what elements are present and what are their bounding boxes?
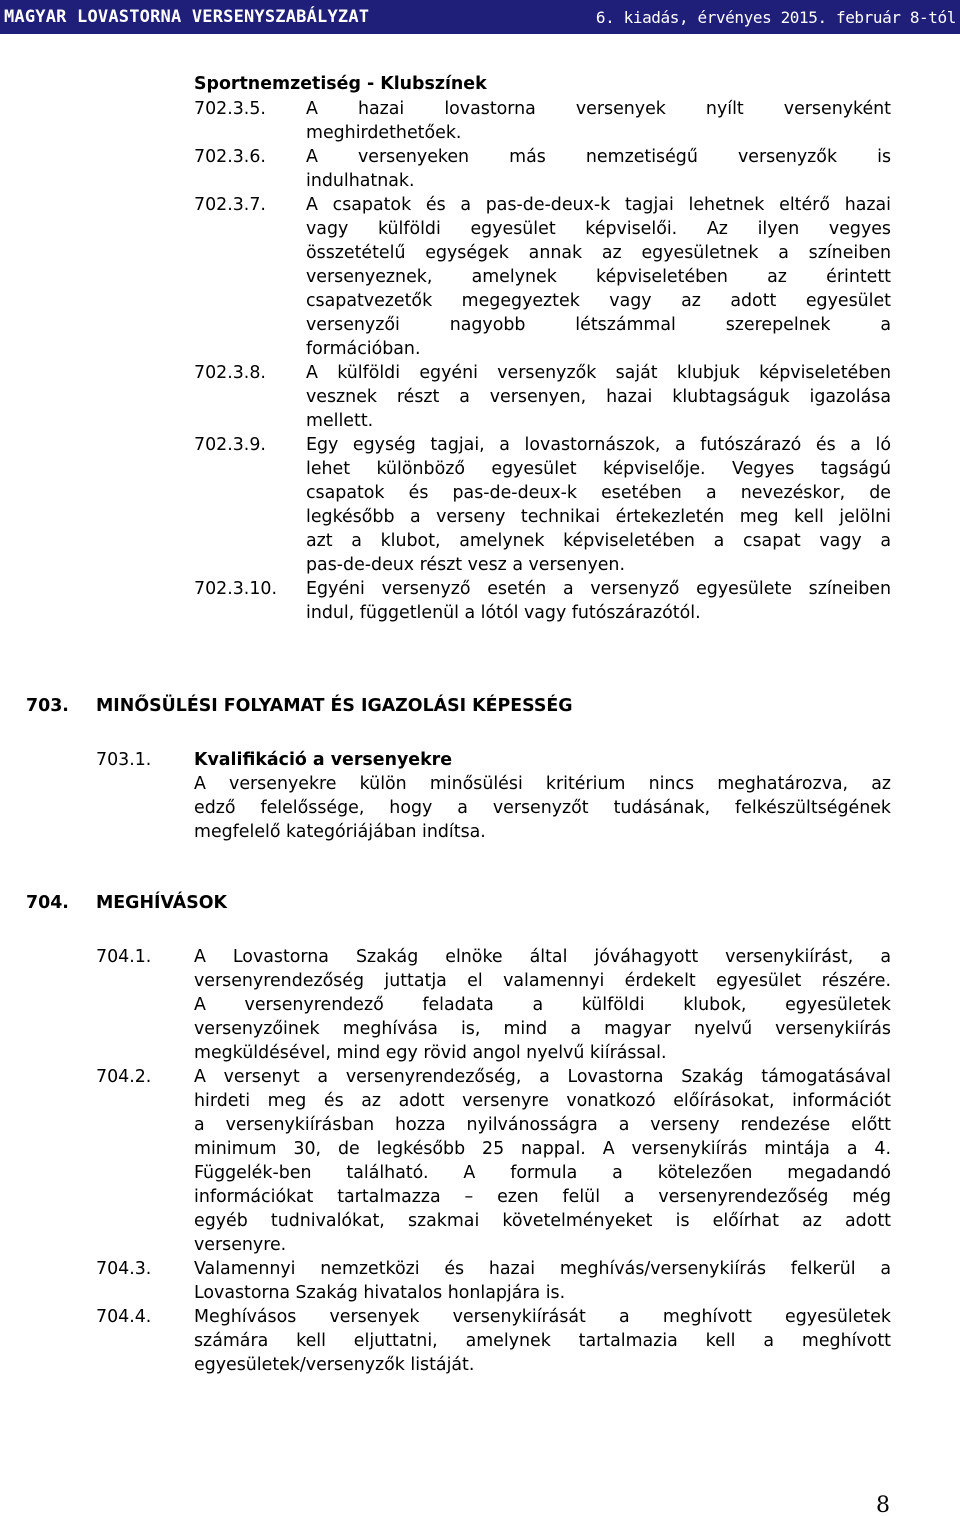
document-title: MAGYAR LOVASTORNA VERSENYSZABÁLYZAT bbox=[4, 7, 370, 27]
text-line: versenyzői nagyobb létszámmal szerepelnek a bbox=[306, 315, 891, 335]
text-line: számára kell eljuttatni, amelynek tartalmazia kell a meghívott bbox=[194, 1331, 891, 1351]
text-line: összetételű egységek annak az egyesületnek a színeiben bbox=[306, 243, 891, 263]
item-body bbox=[306, 193, 891, 361]
item-number: 702.3.9. bbox=[194, 435, 266, 455]
item-number: 704.1. bbox=[96, 947, 152, 967]
document-header bbox=[0, 0, 960, 34]
text-line: pas-de-deux részt vesz a versenyen. bbox=[306, 555, 625, 575]
text-line: információkat tartalmazza – ezen felül a versenyrendezőség még bbox=[194, 1187, 891, 1207]
text-line: versenyeznek, amelynek képviseletében az érintett bbox=[306, 267, 891, 287]
text-line: azt a klubot, amelynek képviseletében a csapat vagy a bbox=[306, 531, 891, 551]
text-line: A versenyeken más nemzetiségű versenyzők is bbox=[306, 147, 891, 167]
item-body bbox=[194, 1065, 891, 1257]
item-number: 703.1. bbox=[96, 750, 152, 770]
text-line: Egy egység tagjai, a lovastornászok, a futószárazó és a ló bbox=[306, 435, 891, 455]
text-line: A versenyekre külön minősülési kritérium nincs meghatározva, az bbox=[194, 774, 891, 794]
item-body bbox=[306, 433, 891, 577]
section-title-703: MINŐSÜLÉSI FOLYAMAT ÉS IGAZOLÁSI KÉPESSÉG bbox=[96, 696, 573, 716]
subsection-heading-klubszinek: Sportnemzetiség - Klubszínek bbox=[194, 74, 487, 94]
item-number: 702.3.6. bbox=[194, 147, 266, 167]
item-number: 704.4. bbox=[96, 1307, 152, 1327]
section-number-703: 703. bbox=[26, 696, 69, 716]
text-line: versenyzőinek meghívása is, mind a magyar nyelvű versenykiírás bbox=[194, 1019, 891, 1039]
text-line: hirdeti meg és az adott versenyre vonatkozó előírásokat, információt bbox=[194, 1091, 891, 1111]
text-line: minimum 30, de legkésőbb 25 nappal. A versenykiírás mintája a 4. bbox=[194, 1139, 891, 1159]
text-line: csapatvezetők megegyeztek vagy az adott egyesület bbox=[306, 291, 891, 311]
section-title-704: MEGHÍVÁSOK bbox=[96, 893, 228, 913]
item-number: 702.3.8. bbox=[194, 363, 266, 383]
item-body bbox=[194, 945, 891, 1065]
text-line: egyéb tudnivalókat, szakmai követelményeket is előírhat az adott bbox=[194, 1211, 891, 1231]
text-line: Meghívásos versenyek versenykiírását a meghívott egyesületek bbox=[194, 1307, 891, 1327]
item-body bbox=[306, 577, 891, 625]
text-line: formációban. bbox=[306, 339, 421, 359]
text-line: versenyre. bbox=[194, 1235, 287, 1255]
text-line: mellett. bbox=[306, 411, 374, 431]
item-number: 702.3.5. bbox=[194, 99, 266, 119]
text-line: meghirdethetőek. bbox=[306, 123, 462, 143]
text-line: megfelelő kategóriájában indítsa. bbox=[194, 822, 486, 842]
text-line: A Lovastorna Szakág elnöke által jóváhagyott versenykiírást, a bbox=[194, 947, 891, 967]
text-line: Lovastorna Szakág hivatalos honlapjára is. bbox=[194, 1283, 566, 1303]
text-line: vesznek részt a versenyen, hazai klubtagságuk igazolása bbox=[306, 387, 891, 407]
item-number: 704.3. bbox=[96, 1259, 152, 1279]
item-body bbox=[306, 97, 891, 145]
text-line: edző felelőssége, hogy a versenyzőt tudásának, felkészültségének bbox=[194, 798, 891, 818]
text-line: A versenyrendező feladata a külföldi klubok, egyesületek bbox=[194, 995, 891, 1015]
item-body bbox=[306, 361, 891, 433]
text-line: legkésőbb a verseny technikai értekezletén meg kell jelölni bbox=[306, 507, 891, 527]
text-line: vagy külföldi egyesület képviselői. Az ilyen vegyes bbox=[306, 219, 891, 239]
item-body bbox=[306, 145, 891, 193]
text-line: csapatok és pas-de-deux-k esetében a nevezéskor, de bbox=[306, 483, 891, 503]
edition-info: 6. kiadás, érvényes 2015. február 8-tól bbox=[595, 7, 956, 27]
text-line: versenyrendezőség juttatja el valamennyi érdekelt egyesület részére. bbox=[194, 971, 891, 991]
text-line: A hazai lovastorna versenyek nyílt versenyként bbox=[306, 99, 891, 119]
text-line: megküldésével, mind egy rövid angol nyelvű kiírással. bbox=[194, 1043, 667, 1063]
item-body bbox=[194, 1257, 891, 1305]
item-heading: Kvalifikáció a versenyekre bbox=[194, 750, 453, 770]
text-line: lehet különböző egyesület képviselője. Vegyes tagságú bbox=[306, 459, 891, 479]
item-body bbox=[194, 1305, 891, 1377]
text-line: egyesületek/versenyzők listáját. bbox=[194, 1355, 475, 1375]
text-line: A versenyt a versenyrendezőség, a Lovastorna Szakág támogatásával bbox=[194, 1067, 891, 1087]
item-number: 704.2. bbox=[96, 1067, 152, 1087]
item-number: 702.3.7. bbox=[194, 195, 266, 215]
text-line: A külföldi egyéni versenyzők saját klubjuk képviseletében bbox=[306, 363, 891, 383]
page-number: 8 bbox=[876, 1493, 890, 1516]
text-line: indulhatnak. bbox=[306, 171, 415, 191]
item-body bbox=[194, 772, 891, 844]
item-number: 702.3.10. bbox=[194, 579, 277, 599]
text-line: Függelék-ben található. A formula a kötelezően megadandó bbox=[194, 1163, 891, 1183]
text-line: indul, függetlenül a lótól vagy futószárazótól. bbox=[306, 603, 701, 623]
text-line: Egyéni versenyző esetén a versenyző egyesülete színeiben bbox=[306, 579, 891, 599]
section-number-704: 704. bbox=[26, 893, 69, 913]
text-line: A csapatok és a pas-de-deux-k tagjai lehetnek eltérő hazai bbox=[306, 195, 891, 215]
text-line: Valamennyi nemzetközi és hazai meghívás/versenykiírás felkerül a bbox=[194, 1259, 891, 1279]
text-line: a versenykiírásban hozza nyilvánosságra a verseny rendezése előtt bbox=[194, 1115, 891, 1135]
